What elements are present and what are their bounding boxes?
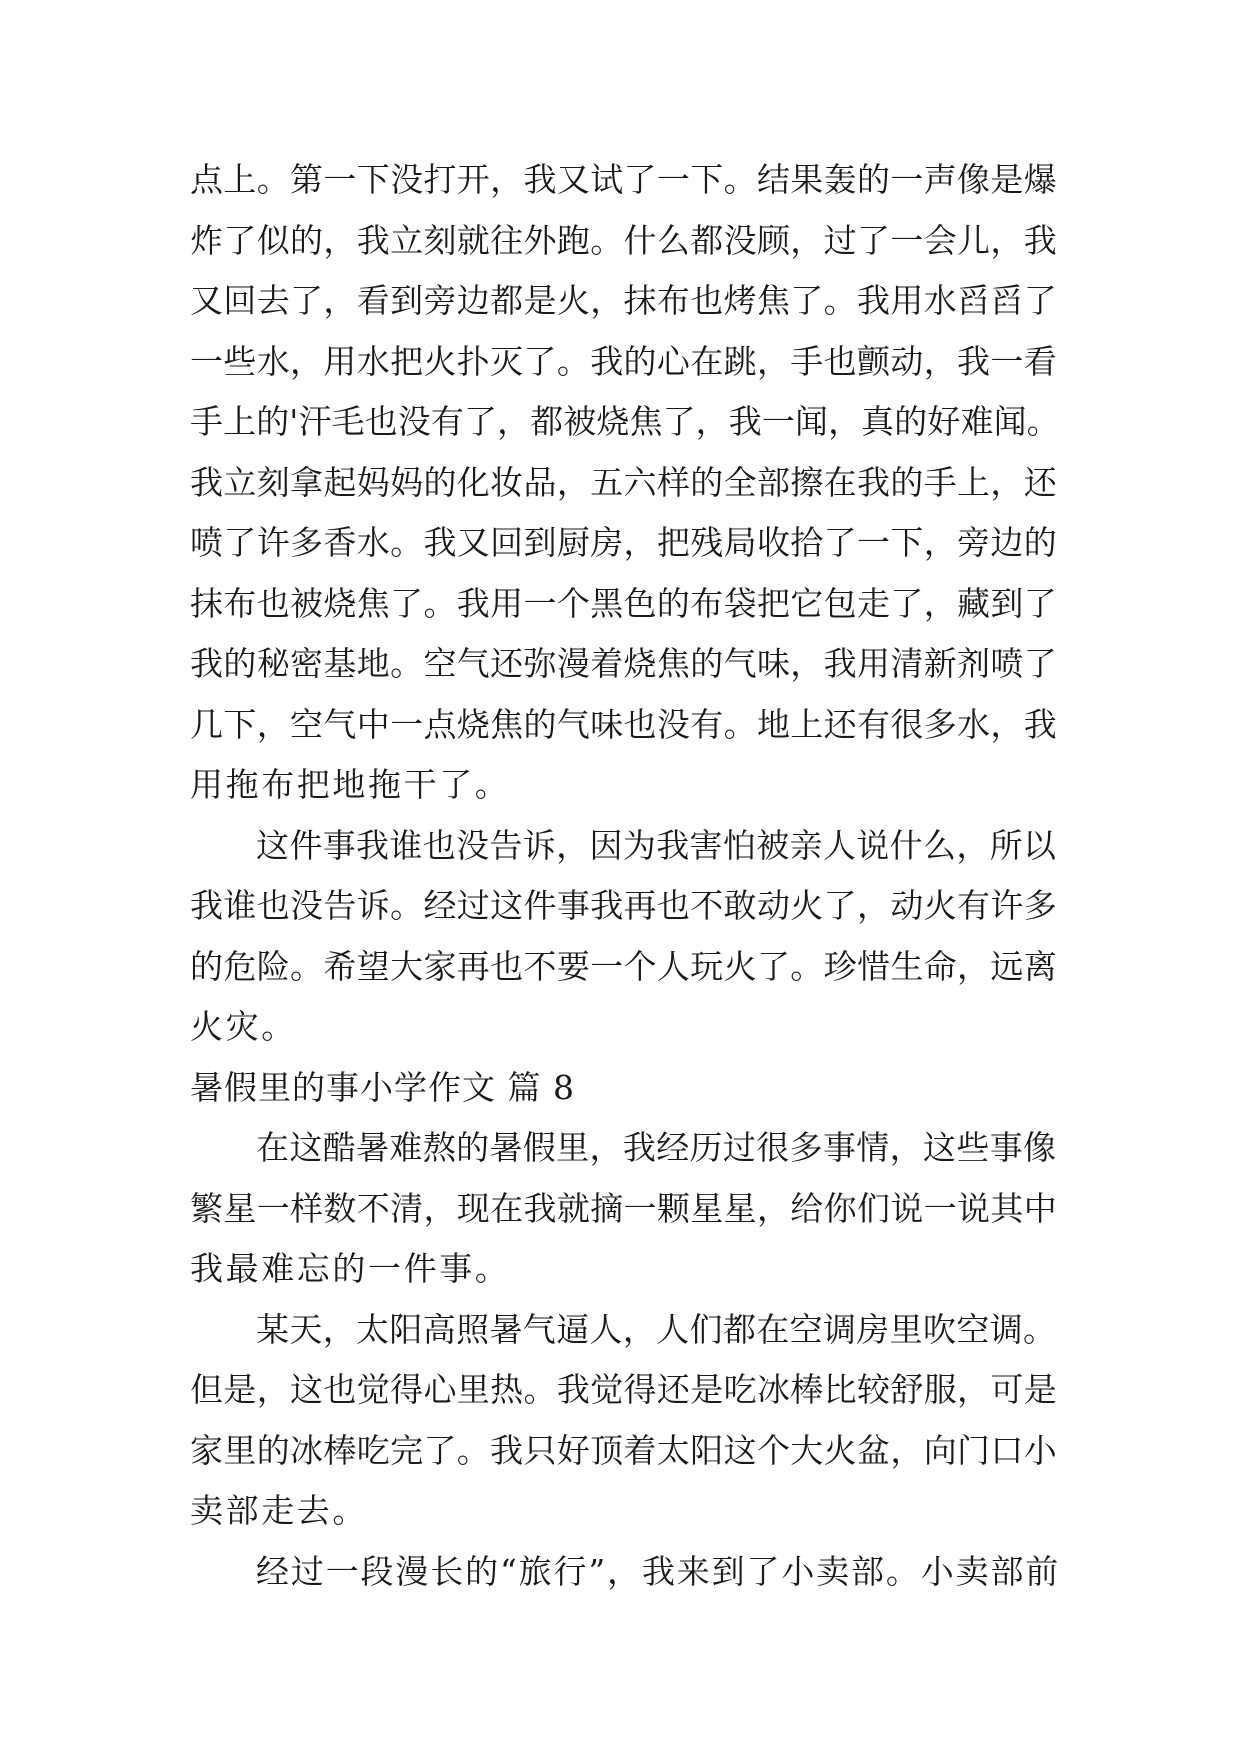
text-line: 手上的'汗毛也没有了，都被烧焦了，我一闻，真的好难闻。: [190, 402, 1060, 441]
text-line: 繁星一样数不清，现在我就摘一颗星星，给你们说一说其中: [190, 1188, 1058, 1228]
section-heading: 暑假里的事小学作文 篇 8: [190, 1067, 575, 1107]
text-line: 火灾。: [190, 1007, 297, 1046]
text-line: 又回去了，看到旁边都是火，抹布也烤焦了。我用水舀舀了: [190, 281, 1058, 320]
text-line: 用拖布把地拖干了。: [190, 765, 511, 804]
paragraph-first-line: 这件事我谁也没告诉，因为我害怕被亲人说什么，所以: [256, 825, 1057, 865]
text-line: 喷了许多香水。我又回到厨房，把残局收拾了一下，旁边的: [190, 523, 1058, 562]
text-line: 卖部走去。: [190, 1491, 368, 1530]
text-line: 几下，空气中一点烧焦的气味也没有。地上还有很多水，我: [190, 704, 1058, 744]
text-line: 家里的冰棒吃完了。我只好顶着太阳这个大火盆，向门口小: [190, 1430, 1058, 1470]
text-line: 我最难忘的一件事。: [190, 1249, 511, 1288]
text-line: 但是，这也觉得心里热。我觉得还是吃冰棒比较舒服，可是: [190, 1370, 1058, 1409]
paragraph-first-line: 在这酷暑难熬的暑假里，我经历过很多事情，这些事像: [256, 1128, 1057, 1167]
text-line: 炸了似的，我立刻就往外跑。什么都没顾，过了一会儿，我: [190, 220, 1058, 260]
paragraph-first-line: 某天，太阳高照暑气逼人，人们都在空调房里吹空调。: [256, 1309, 1057, 1349]
text-line: 点上。第一下没打开，我又试了一下。结果轰的一声像是爆: [190, 160, 1058, 199]
text-line: 我的秘密基地。空气还弥漫着烧焦的气味，我用清新剂喷了: [190, 644, 1058, 683]
text-line: 一些水，用水把火扑灭了。我的心在跳，手也颤动，我一看: [190, 341, 1058, 381]
text-line: 抹布也被烧焦了。我用一个黑色的布袋把它包走了，藏到了: [190, 583, 1058, 623]
text-line: 我谁也没告诉。经过这件事我再也不敢动火了，动火有许多: [190, 886, 1058, 925]
document-body: [190, 150, 1060, 1602]
text-line: 我立刻拿起妈妈的化妆品，五六样的全部擦在我的手上，还: [190, 462, 1058, 502]
text-line: 的危险。希望大家再也不要一个人玩火了。珍惜生命，远离: [190, 946, 1058, 986]
paragraph-first-line: 经过一段漫长的“旅行”，我来到了小卖部。小卖部前: [256, 1551, 1061, 1591]
